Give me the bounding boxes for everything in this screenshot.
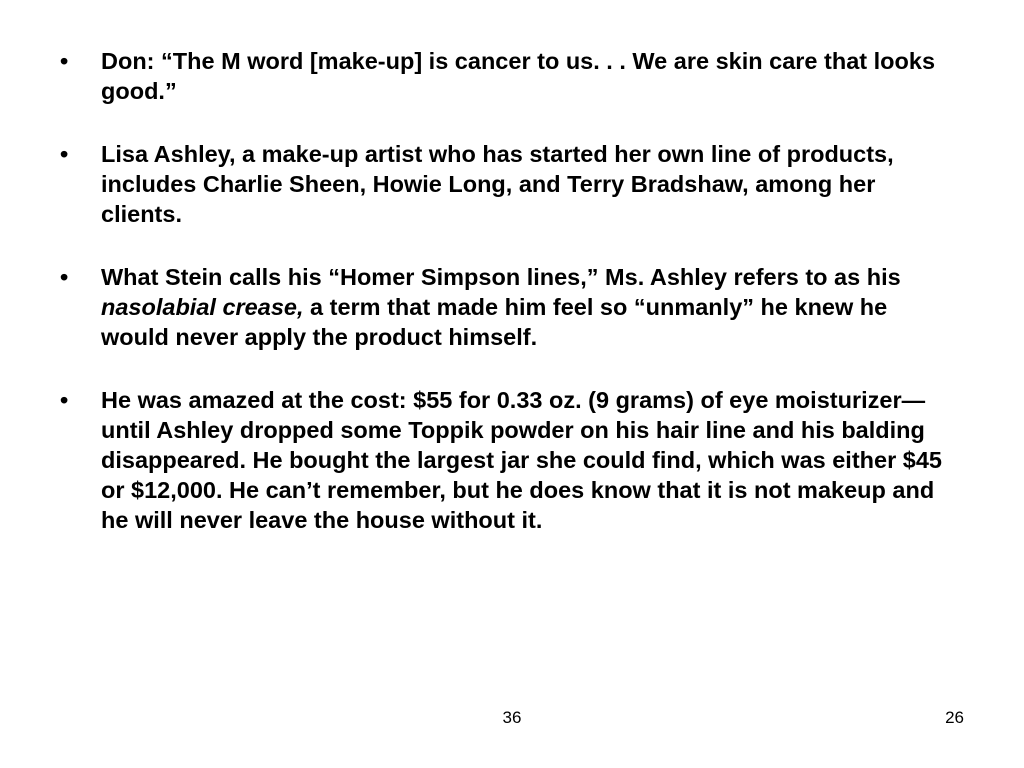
bullet-list [60,46,960,535]
bullet-marker: • [60,141,69,167]
bullet-marker: • [60,48,69,74]
bullet-text-italic-term: nasolabial crease, [101,294,304,320]
footer-center-number: 36 [502,708,522,727]
bullet-text: Lisa Ashley, a make-up artist who has started her own line of products, includes Charlie Sheen, Howie Long, and Terry Bradshaw, among her clients. [101,141,894,227]
bullet-marker: • [60,264,69,290]
bullet-item-don-quote [60,46,960,106]
bullet-text: Don: “The M word [make-up] is cancer to us. . . We are skin care that looks good.” [101,48,936,104]
bullet-text: He was amazed at the cost: $55 for 0.33 oz. (9 grams) of eye moisturizer—until Ashley dropped some Toppik powder on his hair line and his balding disappeared. He bought the largest jar she could find, which was either $45 or $12,000. He can’t remember, but he does know that it is not makeup and he will never leave the house without it. [101,387,942,533]
bullet-item-homer-simpson-lines [60,262,960,352]
bullet-text-after: a term that made him feel so “unmanly” he knew he would never apply the product himself. [101,294,888,350]
bullet-item-cost [60,385,960,535]
slide-number: 26 [945,708,964,727]
bullet-marker: • [60,387,69,413]
bullet-text-before: What Stein calls his “Homer Simpson lines,” Ms. Ashley refers to as his [101,264,901,290]
bullet-item-lisa-ashley [60,139,960,229]
